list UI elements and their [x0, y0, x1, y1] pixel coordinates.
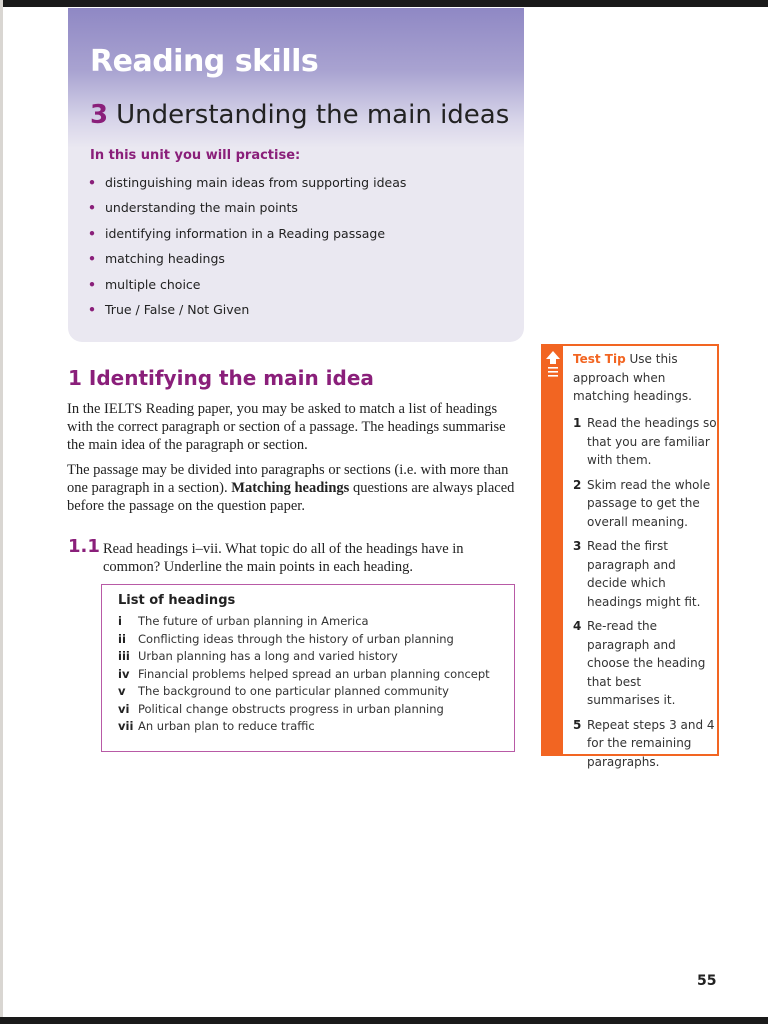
up-arrow-icon — [545, 350, 561, 380]
unit-title — [90, 100, 509, 130]
practise-item: • distinguishing main ideas from supporting ideas — [88, 175, 407, 190]
headings-box — [101, 584, 515, 752]
matching-headings-term: Matching headings — [231, 480, 350, 496]
tip-step: 4 Re-read the paragraph and choose the heading that best summarises it. — [573, 619, 706, 707]
scan-top-edge — [0, 0, 768, 7]
practise-item: • True / False / Not Given — [88, 301, 250, 317]
tip-steps — [573, 414, 717, 771]
scan-bottom-edge — [0, 1017, 768, 1024]
tip-step: 3 Read the first paragraph and decide which headings might fit. — [573, 539, 701, 609]
intro-paragraph: In the IELTS Reading paper, you may be asked to match a list of headings with the correct paragraph or section of a passage. The headings summarise the main idea of the paragraph or section. — [67, 401, 506, 453]
tip-step: 5 Repeat steps 3 and 4 for the remaining paragraphs. — [573, 717, 715, 769]
heading-item: ii Conflicting ideas through the history of urban planning — [118, 631, 454, 646]
practise-list — [88, 170, 406, 322]
page-number: 55 — [697, 973, 717, 989]
tip-intro: Test Tip Use this approach when matching headings. — [573, 352, 692, 403]
heading-item: vii An urban plan to reduce traffic — [118, 719, 315, 733]
tip-label: Test Tip — [573, 352, 626, 366]
heading-item: v The background to one particular planned community — [118, 684, 449, 698]
practise-item: • understanding the main points — [88, 200, 298, 216]
tip-step: 1 Read the headings so that you are familiar with them. — [573, 416, 717, 467]
question-number: 1.1 — [68, 536, 100, 557]
heading-item: vi Political change obstructs progress in urban planning — [118, 701, 444, 716]
passage-paragraph: The passage may be divided into paragraphs or sections (i.e. with more than one paragraph in a section). Matching headings questions are always placed before the passage on the question paper. — [67, 462, 515, 514]
heading-item: iii Urban planning has a long and varied history — [118, 649, 398, 663]
section-label: Reading skills — [90, 44, 319, 79]
headings-list — [118, 613, 490, 736]
unit-title-text: Understanding the main ideas — [116, 100, 510, 130]
practise-item: • matching headings — [88, 251, 225, 267]
scan-left-edge — [0, 0, 3, 1024]
tip-step: 2 Skim read the whole passage to get the overall meaning. — [573, 477, 711, 529]
test-tip-box — [541, 344, 719, 769]
question-text: Read headings i–vii. What topic do all of the headings have in common? Underline the main points in each heading. — [103, 541, 464, 575]
section-title: 1 Identifying the main idea — [68, 366, 374, 390]
heading-item: i The future of urban planning in America — [118, 614, 369, 628]
unit-header-panel — [68, 8, 524, 342]
heading-item: iv Financial problems helped spread an urban planning concept — [118, 666, 490, 681]
practise-label: In this unit you will practise: — [90, 148, 301, 163]
practise-item: • multiple choice — [88, 276, 201, 292]
headings-title: List of headings — [118, 593, 236, 608]
tip-strip — [543, 346, 563, 754]
practise-item: • identifying information in a Reading passage — [88, 225, 386, 241]
unit-number: 3 — [90, 100, 109, 130]
